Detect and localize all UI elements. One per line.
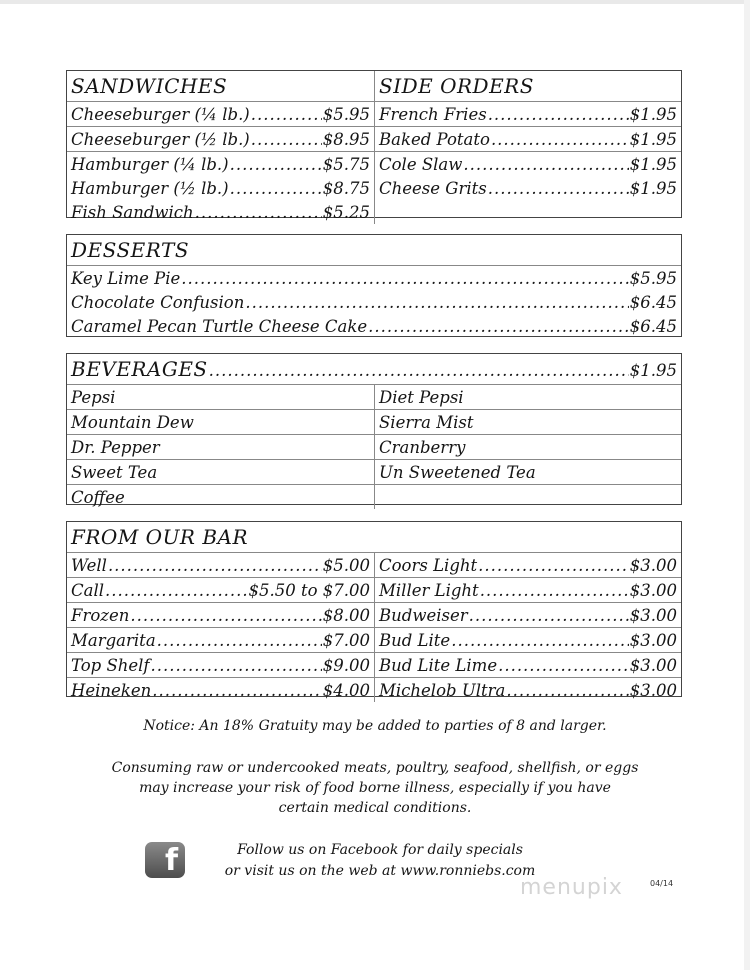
bar-item	[67, 578, 374, 602]
bar-row	[67, 652, 681, 677]
empty-cell	[374, 200, 681, 224]
item-name: Margarita	[71, 630, 156, 650]
item-name: Key Lime Pie	[71, 268, 181, 288]
beverage-row	[67, 459, 681, 484]
menu-row	[67, 126, 681, 151]
menu-row	[67, 265, 681, 290]
menu-row	[67, 290, 681, 314]
health-warning	[0, 758, 750, 818]
item-price: $7.00	[322, 630, 370, 650]
item-price: $5.50 to $7.00	[248, 580, 370, 600]
menu-item	[374, 102, 681, 126]
item-price: $5.75	[322, 154, 370, 174]
item-price: $8.95	[322, 129, 370, 149]
menu-item	[67, 200, 374, 224]
item-price: $5.95	[629, 268, 677, 288]
bar-item	[67, 628, 374, 652]
beverage-row	[67, 409, 681, 434]
bar-item	[67, 603, 374, 627]
beverage-item: Sierra Mist	[374, 410, 681, 434]
scan-edge-right	[744, 0, 750, 970]
health-warning-line: certain medical conditions.	[278, 800, 472, 816]
health-warning-line: may increase your risk of food borne illness, especially if you have	[139, 780, 611, 796]
health-warning-line: Consuming raw or undercooked meats, poultry, seafood, shellfish, or eggs	[111, 760, 639, 776]
menu-row	[67, 101, 681, 126]
beverages-heading-cell	[67, 354, 681, 384]
item-price: $6.45	[629, 316, 677, 336]
item-price: $3.00	[629, 580, 677, 600]
menu-row	[67, 200, 681, 224]
item-name: French Fries	[379, 104, 487, 124]
bar-row	[67, 627, 681, 652]
beverage-row	[67, 434, 681, 459]
beverages-box	[66, 353, 682, 505]
facebook-icon[interactable]: f	[145, 842, 185, 878]
item-name: Cole Slaw	[379, 154, 463, 174]
bar-row	[67, 677, 681, 702]
menu-item	[67, 127, 374, 151]
item-name: Call	[71, 580, 105, 600]
beverage-item: Sweet Tea	[71, 462, 158, 482]
item-name: Budweiser	[379, 605, 468, 625]
item-name: Well	[71, 555, 107, 575]
item-price: $1.95	[629, 129, 677, 149]
item-name: Bud Lite	[379, 630, 451, 650]
beverages-price: $1.95	[629, 361, 677, 380]
item-name: Cheeseburger (½ lb.)	[71, 129, 250, 149]
item-name: Cheeseburger (¼ lb.)	[71, 104, 250, 124]
side-orders-heading: SIDE ORDERS	[374, 71, 681, 101]
item-name: Michelob Ultra	[379, 680, 506, 700]
bar-row	[67, 577, 681, 602]
item-price: $9.00	[322, 655, 370, 675]
beverage-item	[374, 485, 681, 509]
bar-item	[67, 553, 374, 577]
beverage-row	[67, 484, 681, 509]
bar-row	[67, 552, 681, 577]
desserts-heading: DESSERTS	[71, 238, 190, 262]
item-name: Heineken	[71, 680, 152, 700]
item-price: $5.00	[322, 555, 370, 575]
follow-us-text	[195, 840, 565, 882]
bar-box	[66, 521, 682, 700]
item-price: $8.00	[322, 605, 370, 625]
menu-row	[67, 314, 681, 338]
item-name: Baked Potato	[379, 129, 490, 149]
item-name: Coors Light	[379, 555, 478, 575]
bar-row	[67, 602, 681, 627]
menu-item	[67, 290, 681, 314]
desserts-box	[66, 234, 682, 337]
item-name: Cheese Grits	[379, 178, 487, 198]
beverage-item: Diet Pepsi	[374, 385, 681, 409]
menu-item	[67, 314, 681, 338]
menu-item	[374, 176, 681, 200]
beverage-item: Coffee	[71, 487, 125, 507]
menupix-watermark: menupix	[520, 875, 623, 900]
menu-item	[67, 152, 374, 176]
menu-item	[374, 127, 681, 151]
item-name: Fish Sandwich	[71, 202, 194, 222]
item-name: Chocolate Confusion	[71, 292, 245, 312]
menu-item	[67, 102, 374, 126]
item-price: $3.00	[629, 630, 677, 650]
beverage-item: Mountain Dew	[71, 412, 194, 432]
item-price: $6.45	[629, 292, 677, 312]
date-code: 04/14	[650, 879, 674, 888]
sandwiches-heading: SANDWICHES	[71, 74, 228, 98]
bar-item	[374, 653, 681, 677]
menu-item	[67, 176, 374, 200]
item-price: $3.00	[629, 555, 677, 575]
item-price: $3.00	[629, 680, 677, 700]
menu-row	[67, 151, 681, 176]
item-price: $3.00	[629, 655, 677, 675]
item-name: Top Shelf	[71, 655, 150, 675]
bar-item	[374, 628, 681, 652]
beverages-heading: BEVERAGES	[71, 357, 208, 381]
bar-item	[374, 553, 681, 577]
menu-row	[67, 176, 681, 200]
item-price: $8.75	[322, 178, 370, 198]
beverage-item: Dr. Pepper	[71, 437, 160, 457]
bar-header-row	[67, 522, 681, 552]
bar-item	[374, 603, 681, 627]
sandwiches-side-orders-box	[66, 70, 682, 222]
item-name: Hamburger (½ lb.)	[71, 178, 229, 198]
beverage-item: Un Sweetened Tea	[374, 460, 681, 484]
item-name: Caramel Pecan Turtle Cheese Cake	[71, 316, 368, 336]
item-price: $4.00	[322, 680, 370, 700]
desserts-header-row	[67, 235, 681, 265]
item-price: $1.95	[629, 104, 677, 124]
beverage-item: Pepsi	[71, 387, 116, 407]
bar-heading: FROM OUR BAR	[71, 525, 249, 549]
item-price: $1.95	[629, 178, 677, 198]
item-price: $5.25	[322, 202, 370, 222]
item-name: Bud Lite Lime	[379, 655, 498, 675]
item-name: Hamburger (¼ lb.)	[71, 154, 229, 174]
website-line[interactable]: or visit us on the web at www.ronniebs.com	[224, 863, 536, 879]
bar-item	[374, 578, 681, 602]
item-name: Frozen	[71, 605, 130, 625]
sandwich-header-row	[67, 71, 681, 101]
item-name: Miller Light	[379, 580, 479, 600]
item-price: $5.95	[322, 104, 370, 124]
item-price: $3.00	[629, 605, 677, 625]
item-price: $1.95	[629, 154, 677, 174]
menu-item	[374, 152, 681, 176]
gratuity-notice: Notice: An 18% Gratuity may be added to parties of 8 and larger.	[143, 718, 607, 734]
follow-line: Follow us on Facebook for daily specials	[237, 842, 523, 858]
menu-item	[67, 266, 681, 290]
bar-item	[374, 678, 681, 702]
bar-item	[67, 678, 374, 702]
beverages-header-row	[67, 354, 681, 384]
bar-item	[67, 653, 374, 677]
beverage-row	[67, 384, 681, 409]
beverage-item: Cranberry	[374, 435, 681, 459]
scan-edge-top	[0, 0, 750, 4]
